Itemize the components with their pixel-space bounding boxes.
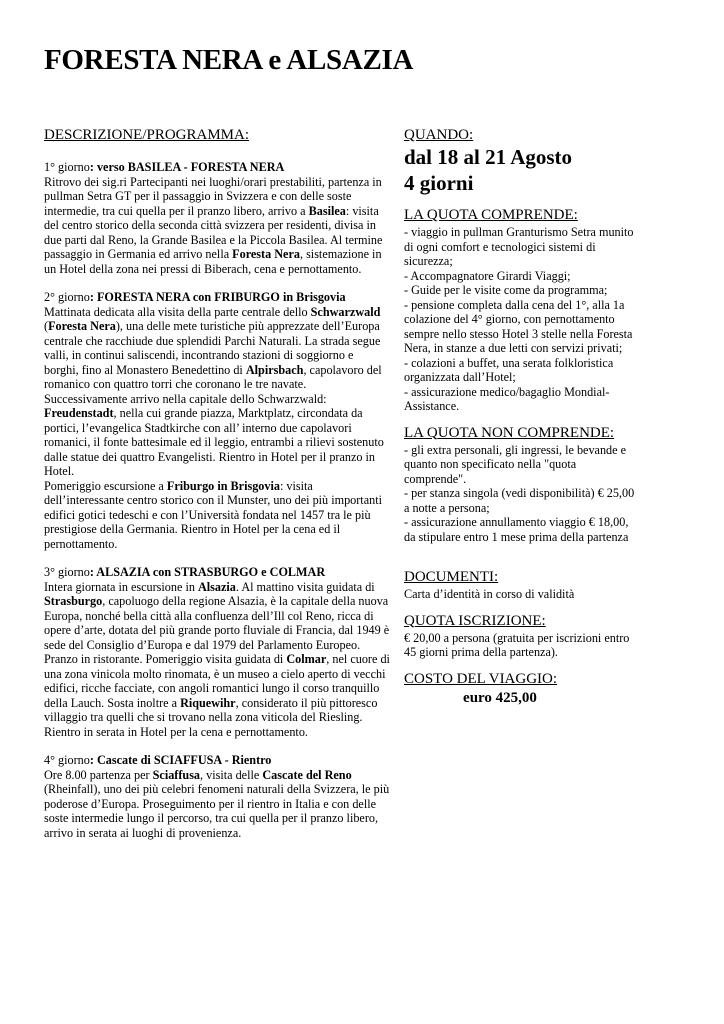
trip-duration: 4 giorni [404,171,474,195]
day-2 [44,290,390,551]
day-1-text-1: Ritrovo dei sig.ri Partecipanti nei luoghi/orari prestabiliti, partenza in pullman Setra GT per il passaggio in Svizzera e con delle soste intermedie, tra cui quella per il pranzo libero, arrivo a [44,174,382,218]
day-4-number: 4° giorno [44,753,90,767]
day-2-text-6: Pomeriggio escursione a [44,478,167,493]
registration-section [404,612,636,660]
includes-item: - viaggio in pullman Granturismo Setra munito di ogni comfort e tecnologici sistemi di sicurezza; [404,225,634,268]
day-2-text-7: : visita dell’interessante centro storico con il Munster, uno dei più importanti edifici gotici tedeschi e con l’Università fondata nel 1457 tra le più prestigiose della Germania. Rientro in Hotel per la cena ed il pernottamento. [44,478,382,551]
includes-item: - Guide per le visite come da programma; [404,283,608,297]
day-3-text [44,580,390,740]
includes-item: - Accompagnatore Girardi Viaggi; [404,268,571,283]
cost-value: euro 425,00 [463,689,537,706]
includes-item: - assicurazione medico/bagaglio Mondial-Assistance. [404,384,610,413]
day-3-text-1: Intera giornata in escursione in [44,579,198,594]
includes-item: - colazioni a buffet, una serata folkloristica organizzata dall’Hotel; [404,355,614,384]
day-4-heading [44,753,390,768]
day-3-place-riquewihr: Riquewihr [180,695,236,710]
day-4 [44,753,390,840]
day-4-text [44,768,390,841]
day-1-text [44,175,390,277]
day-4-text-3: (Rheinfall), uno dei più celebri fenomeni naturali della Svizzera, le più poderose d’Europa. Proseguimento per il rientro in Italia e con delle soste intermedie lungo il percorso, tra cui quella per il pranzo libero, arrivo in serata ai luoghi di provenienza. [44,782,390,840]
day-2-number: 2° giorno [44,290,90,304]
day-3-place-colmar: Colmar [286,652,327,666]
day-2-place-schwarzwald: Schwarzwald [310,304,381,319]
includes-item: - pensione completa dalla cena del 1°, alla 1a colazione del 4° giorno, con pernottamento sempre nello stesso Hotel 3 stelle nella Foresta Nera, in stanze a due letti con servizi privati; [404,297,633,355]
day-1-heading [44,160,390,175]
documents-text: Carta d’identità in corso di validità [404,587,575,601]
info-column [404,126,636,707]
includes-section [404,206,636,414]
excludes-section [404,424,636,545]
day-3-text-2: . Al mattino visita guidata di [235,579,375,594]
day-2-text [44,305,390,479]
day-2-text-5: , nella cui grande piazza, Marktplatz, circondata da portici, l’evangelica Stadtkirche con all’ interno due capolavori romanici, il fonte battesimale ed il leggio, entrambi a rilievi sostenuto dalle statue dei quattro Evangelisti. Rientro in Hotel per il pranzo in Hotel. [44,406,384,478]
day-2-title: : FORESTA NERA con FRIBURGO in Brisgovia [89,290,346,304]
day-1 [44,160,390,276]
cost-section [404,670,636,707]
day-2-text-1: Mattinata dedicata alla visita della parte centrale dello [44,304,311,319]
excludes-item: - assicurazione annullamento viaggio € 18,00, da stipulare entro 1 mese prima della partenza [404,515,629,544]
day-4-text-2: , visita delle [200,767,263,782]
cost-heading: COSTO DEL VIAGGIO: [404,670,558,687]
when-heading: QUANDO: [404,127,474,143]
day-3-text-4: , nel cuore di una zona vinicola molto rinomata, è un museo a cielo aperto di vecchi edifici, ricche facciate, con angoli romantici lungo il corso tranquillo della Lauch. Sosta inoltre a [44,652,390,710]
day-3-heading [44,565,390,580]
page-title: FORESTA NERA e ALSAZIA [44,44,414,76]
day-2-text-4: , capolavoro del romanico con quattro torri che coronano le tre navate. Successivamente arrivo nella capitale dello Schwarzwald: [44,362,382,406]
program-heading: DESCRIZIONE/PROGRAMMA: [44,127,250,143]
day-1-title: : verso BASILEA - FORESTA NERA [89,160,285,174]
day-1-text-3: , sistemazione in un Hotel della zona nei pressi di Biberach, cena e pernottamento. [44,247,382,276]
program-column [44,126,390,854]
excludes-item: - gli extra personali, gli ingressi, le bevande e quanto non specificato nella "quota comprende". [404,442,627,486]
day-2-place-friburgo: Friburgo in Brisgovia [166,478,280,493]
day-2-text-2: ( [44,319,49,333]
day-1-number: 1° giorno [44,160,90,174]
documents-heading: DOCUMENTI: [404,569,499,585]
documents-section [404,568,636,602]
day-1-place-foresta-nera: Foresta Nera [232,247,300,261]
day-3-title: : ALSAZIA con STRASBURGO e COLMAR [89,565,326,579]
includes-heading: LA QUOTA COMPRENDE: [404,207,578,223]
trip-dates: dal 18 al 21 Agosto [404,145,573,169]
day-1-place-basilea: Basilea [308,203,346,218]
day-3-number: 3° giorno [44,565,90,579]
day-2-place-freudenstadt: Freudenstadt [44,406,114,420]
day-3-place-alsazia: Alsazia [197,579,236,594]
day-3-text-5: , considerato il più pittoresco villaggio tra quelli che si trovano nella zona viticola del Riesling. Rientro in serata in Hotel per la cena e pernottamento. [44,695,378,739]
day-4-text-1: Ore 8.00 partenza per [44,767,153,782]
day-3-place-strasburgo: Strasburgo [44,594,103,608]
day-3-text-3: , capoluogo della regione Alsazia, è la capitale della nuova Europa, nonché bella città alla confluenza dell’Ill col Reno, ricca di opere d’arte, dotata del più grande porto fluviale di Francia, dal 1949 è sede del Consiglio d’Europa e dal 1979 del Parlamento Europeo. Pranzo in ristorante. Pomeriggio visita guidata di [44,594,390,666]
excludes-heading: LA QUOTA NON COMPRENDE: [404,424,615,441]
day-2-text-3: ), una delle mete turistiche più apprezzate dell’Europa centrale che racchiude due splendidi Parchi Naturali. La strada segue valli, in continui saliscendi, incontrando stazioni di soggiorno e borghi, fino al Monastero Benedettino di [44,319,381,377]
day-1-text-2: : visita del centro storico della seconda città svizzera per residenti, divisa in due parti dal Reno, la Grande Basilea e la Piccola Basilea. Al termine passaggio in Germania ed arrivo nella [44,203,383,261]
registration-heading: QUOTA ISCRIZIONE: [404,612,546,629]
day-4-title: : Cascate di SCIAFFUSA - Rientro [89,753,272,767]
excludes-item: - per stanza singola (vedi disponibilità) € 25,00 a notte a persona; [404,486,635,515]
day-2-place-foresta-nera: Foresta Nera [48,319,116,333]
day-4-place-cascate-reno: Cascate del Reno [262,767,352,782]
day-3 [44,565,390,739]
day-2-place-alpirsbach: Alpirsbach [245,362,304,377]
day-2-heading [44,290,390,305]
day-4-place-sciaffusa: Sciaffusa [152,767,201,782]
day-2-afternoon-text [44,479,390,552]
registration-text: € 20,00 a persona (gratuita per iscrizioni entro 45 giorni prima della partenza). [404,630,630,659]
